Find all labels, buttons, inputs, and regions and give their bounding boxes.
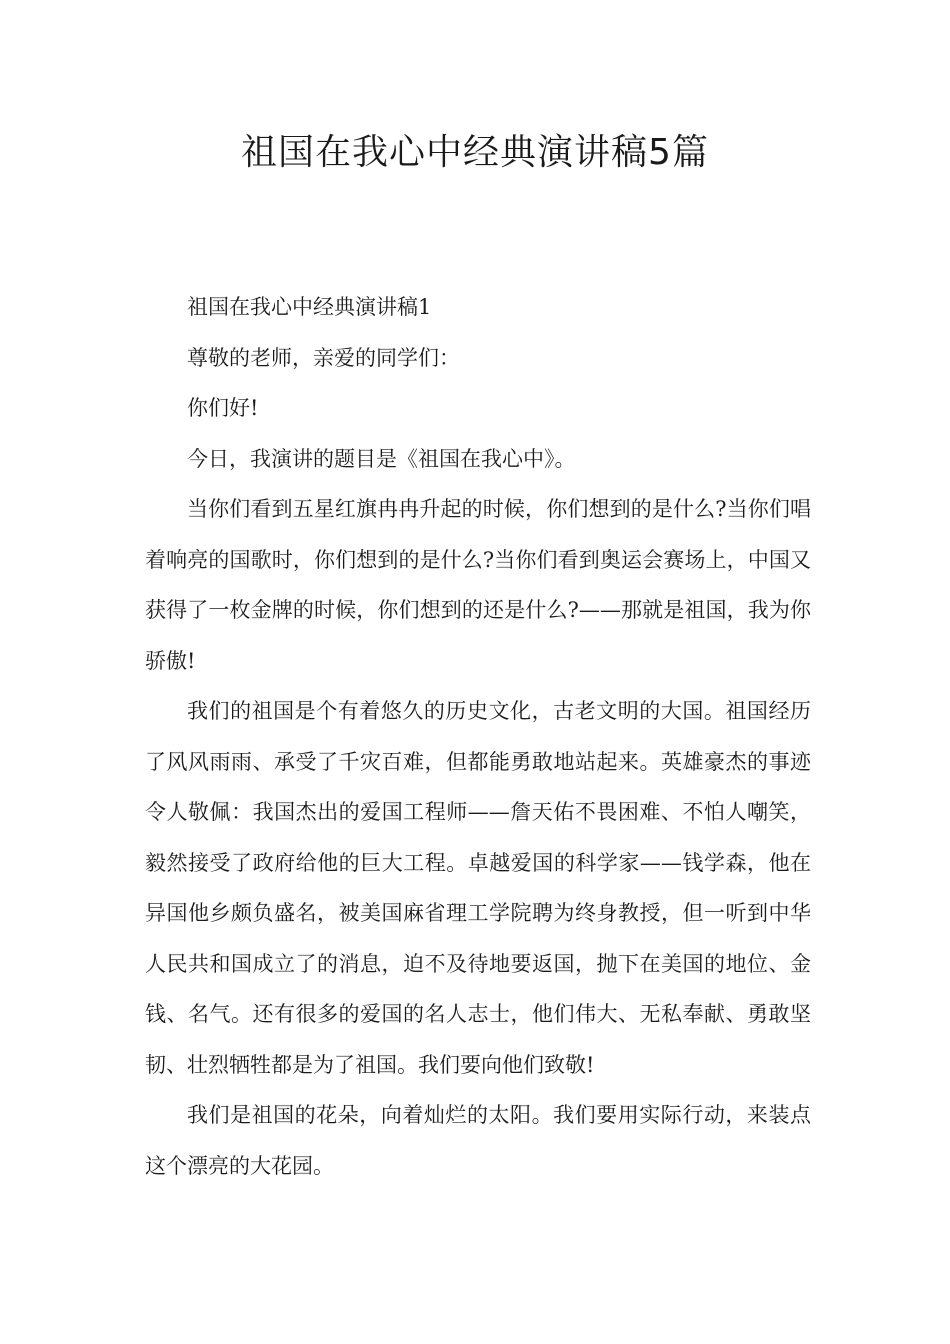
paragraph-greeting: 你们好! bbox=[187, 396, 259, 420]
document-body bbox=[145, 282, 811, 1191]
document-title: 祖国在我心中经典演讲稿5篇 bbox=[241, 132, 709, 173]
paragraph-salutation: 尊敬的老师，亲爱的同学们： bbox=[187, 345, 460, 370]
paragraph-body-2: 我们的祖国是个有着悠久的历史文化，古老文明的大国。祖国经历了风风雨雨、承受了千灾百难，但都能勇敢地站起来。英雄豪杰的事迹令人敬佩：我国杰出的爱国工程师——詹天佑不畏困难、不怕人嘲笑，毅然接受了政府给他的巨大工程。卓越爱国的科学家——钱学森，他在异国他乡颇负盛名，被美国麻省理工学院聘为终身教授，但一听到中华人民共和国成立了的消息，迫不及待地要返国，抛下在美国的地位、金钱、名气。还有很多的爱国的名人志士，他们伟大、无私奉献、勇敢坚韧、壮烈牺牲都是为了祖国。我们要向他们致敬! bbox=[145, 699, 811, 1077]
paragraph-topic: 今日，我演讲的题目是《祖国在我心中》。 bbox=[187, 446, 576, 471]
paragraph-subtitle: 祖国在我心中经典演讲稿1 bbox=[187, 295, 432, 319]
paragraph-body-3: 我们是祖国的花朵，向着灿烂的太阳。我们要用实际行动，来装点这个漂亮的大花园。 bbox=[145, 1103, 811, 1178]
paragraph-body-1: 当你们看到五星红旗冉冉升起的时候，你们想到的是什么?当你们唱着响亮的国歌时，你们想到的是什么?当你们看到奥运会赛场上，中国又获得了一枚金牌的时候，你们想到的还是什么?——那就是祖国，我为你骄傲! bbox=[145, 497, 811, 673]
